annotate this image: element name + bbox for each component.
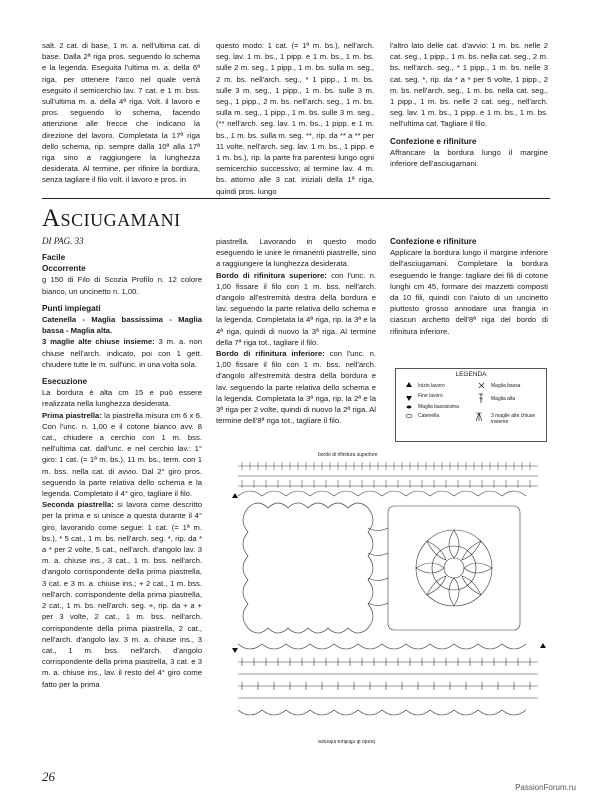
arrow-icon (540, 643, 546, 648)
middle-intro: piastrella. Lavorando in questo modo eseguendo le unire le rimanenti piastrelle, sino a raggiungere la lunghezza desiderata. (216, 237, 376, 269)
cluster-text: 3 m. a. non chiuse nell'arch. indicato, poi con 1 gett. chiudere tutte le m. sull'unc. in una volta sola. (42, 337, 202, 369)
single-crochet-icon (479, 383, 484, 388)
top-column-3 (390, 40, 548, 169)
upper-border-label: Bordo di rifinitura superiore: (216, 270, 327, 280)
start-arrow-icon (406, 382, 412, 387)
execution-heading: Esecuzione (42, 377, 88, 387)
legend-item-chain: Catenella (418, 413, 440, 419)
top-column-2 (216, 40, 374, 197)
cluster-icon (476, 413, 482, 421)
second-tile-text: si lavora come descritto per la prima e si unisce a questa durante il 4° giro, lavorando come segue: 1 cat. (= 1ª m. bs.), * 5 cat., 1 m. bs. nell'arch. seg. *, rip. da * a * per 2 volte, 5 cat., nell'arch. d'angolo lav. 3 m. a. chiuse ins., 3 cat., 1 m. bss. nell'arch. d'angolo corrispondente della prima piastrella, 3 cat. e 3 m. a. chiuse ins.; + 2 cat., 1 m. bss. nell'arch. corrispondente della prima piastrella, 2 cat., 1 m. bs. nell'arch. seg. +, rip. da + a + per 3 volte, 2 cat., 1 m. bss. nell'arch. corrispondente della prima piastrella, 2 cat., nell'arch. d'angolo lav. 3 m. a. chiuse ins., 3 cat., 1 m. bss. nell'arch. d'angolo corrispondente della prima piastrella, 3 cat. e 3 m. a. chiuse ins., lav. il resto del 4° giro come fatto per la prima (42, 500, 203, 689)
top-column-3-heading: Confezione e rifiniture (390, 136, 477, 146)
upper-border-rows (238, 466, 538, 496)
cluster-label: 3 maglie alte chiuse insieme: (42, 337, 155, 347)
legend-item-start: Inizio lavoro (418, 383, 445, 389)
legend-box (395, 368, 547, 442)
first-tile-label: Prima piastrella: (42, 410, 102, 420)
legend-item-cluster: 3 maglie alte chiuse insieme (491, 413, 536, 425)
crochet-diagram (228, 458, 550, 748)
diagram-top-label: bordo di rifinitura superiore (318, 452, 378, 458)
arrow-icon (232, 648, 238, 653)
watermark: PassionForum.ru (515, 783, 576, 792)
legend-item-end: Fine lavoro (418, 393, 443, 399)
upper-border-text: con l'unc. n. 1,00 fissare il filo con 1 m. bss. nell'arch. d'angolo all'estremità destra della bordura e lav. seguendo la parte relativa dello schema e la legenda. Completata la 4ª riga, rip. la 3ª e la 4ª riga, quindi di nuovo la 3ª riga. Al termine della 7ª riga tot., tagliare il filo. (216, 270, 376, 347)
section-divider (42, 198, 550, 199)
top-column-1-text: salt. 2 cat. di base, 1 m. a. nell'ultima cat. di base. Dalla 2ª riga pros. seguendo lo schema e la legenda. Eseguita l'ultima m. a. della 6ª riga, per ottenere l'arco nel quale verrà eseguito il semicerchio lav. 7 cat. e 1 m. bss. sull'ultima m. a. della 4ª riga. Volt. il lavoro e pros. seguendo lo schema, facendo attenzione alle frecce che indicano la direzione del lavoro. Completata la 17ª riga dello schema, rip. sempre dalla 10ª alla 17ª riga sino a raggiungere la lunghezza desiderata. Al termine, per rifinire la bordura, senza tagliare il filo volt. il lavoro e pros. in (42, 41, 200, 185)
slip-stitch-icon (407, 406, 412, 409)
top-column-1 (42, 40, 200, 186)
top-column-3-text: l'altro lato delle cat. d'avvio: 1 m. bs. nelle 2 cat. seg., 1 pipp., 1 m. bs. nella cat. seg., 2 m. bs. nell'arch. seg., * 1 pipp., 1 m. bs. nelle 3 cat. seg. *, rip. da * a * per 5 volte, 1 pipp., 2 m. bs. nell'arch. seg., 1 m. bs. nella cat. seg., 1 pipp., 1 m. bs. nelle 2 cat. seg., nell'arch. seg. lav. 1 m. bs., 1 pipp. e 1 m. bs., 1 m. bs. nell'ultima cat. Tagliare il filo. (390, 41, 548, 129)
direction-arrows (232, 493, 546, 653)
left-column (42, 252, 202, 690)
second-tile-label: Seconda piastrella: (42, 500, 114, 510)
stitches-list: Catenella - Maglia bassissima - Maglia bassa - Maglia alta. (42, 315, 202, 336)
first-tile-text: la piastrella misura cm 6 x 6. Con l'unc. n. 1,00 e il cotone bianco avv. 8 cat., chiudere a cerchio con 1 m. bss. nell'ultima cat. dall'unc. e nel cerchio lav.: 1° giro: 1 cat. (= 1ª m. bs.), 11 m. bs., term. con 1 m. bss. nella cat. di avvio. Dal 2° giro pros. seguendo la parte relativa dello schema e la legenda. Completato il 4° giro, tagliare il filo. (42, 410, 202, 499)
legend-item-dc: Maglia alta (491, 396, 516, 402)
lower-border-text: con l'unc. n. 1,00 fissare il filo con 1 m. bss. nell'arch. d'angolo all'estremità destra della bordura e lav. seguendo la parte relativa dello schema e la legenda. Completata la 3ª riga, rip. la 2ª e la 3ª riga per 2 volte, quindi di nuovo la 2ª riga. Al termine dell'8ª riga tot., tagliare il filo. (216, 349, 376, 426)
double-crochet-icon (479, 394, 483, 403)
lower-border-rows (238, 644, 538, 715)
diagram-bottom-label: bordo di rifinitura inferiore (318, 738, 375, 744)
top-column-3-tail: Affrancare la bordura lungo il margine inferiore dell'asciugamani. (390, 147, 548, 169)
legend-title: LEGENDA (455, 371, 487, 378)
finishing-text: Applicare la bordura lungo il margine inferiore dell'asciugamani. Completare la bordura eseguendo le frange: tagliare dei fili di cotone lunghi cm 45, formare dei mazzetti composti da 10 fili, quindi con l'aiuto di un uncinetto piuttosto grosso annodare una frangia in ciascun archetto dell'8ª riga del bordo di rifinitura inferiore. (390, 248, 548, 336)
article-title: Asciugamani (42, 205, 181, 232)
right-column (390, 236, 548, 337)
execution-text: La bordura è alta cm 15 e può essere realizzata nella lunghezza desiderata. (42, 388, 202, 409)
middle-column (216, 236, 376, 426)
tile-left (243, 503, 373, 633)
page-number: 26 (42, 769, 55, 784)
article-subtitle: DI PAG. 33 (42, 236, 84, 246)
finishing-heading: Confezione e rifiniture (390, 237, 477, 246)
arrow-icon (232, 493, 238, 498)
lower-border-label: Bordo di rifinitura inferiore: (216, 349, 325, 359)
stitches-heading: Punti impiegati (42, 303, 101, 313)
legend-item-sc: Maglia bassa (491, 383, 521, 389)
top-column-2-text: questo modo: 1 cat. (= 1ª m. bs.), nell'arch. seg. lav. 1 m. bs., 1 pipp. e 1 m. bs., 1 m. bs. sulle 2 m. seg., 1 pipp., 1 m. bs. sulla m. seg., 2 m. bs. nell'arch. seg., * 1 pipp., 1 m. bs. sulle 3 m. seg., 1 pipp., 1 m. bs. sulle 3 m. seg., 1 pipp., 2 m. bs. nell'arch. seg., 1 m. bs. sulla m. seg., 1 pipp., 1 m. bs. sulle 3 m. seg., (** nell'arch. seg. lav. 1 m. bs., 1 pipp. e 1 m. bs., 1 m. bs. sulla m. seg. **, rip. da ** a ** per 11 volte, nell'arch. seg. lav. 1 m. bs., 1 pipp. e 1 m. bs.), rip. la parte fra parentesi lungo ogni semicerchio successivo; al termine lav. 4 m. bs. attorno alle 3 cat. iniziali della 1ª riga, quindi pros. lungo (216, 41, 374, 196)
materials-heading: Occorrente (42, 264, 86, 274)
legend-item-slip: Maglia bassissima (418, 404, 459, 410)
end-arrow-icon (406, 396, 412, 401)
chain-icon (406, 414, 412, 418)
tile-joins (368, 528, 388, 606)
tile-right (388, 506, 520, 630)
difficulty-heading: Facile (42, 253, 66, 262)
materials-text: g 150 di Filo di Scozia Profilo n. 12 colore bianco, un uncinetto n. 1,00. (42, 275, 202, 296)
